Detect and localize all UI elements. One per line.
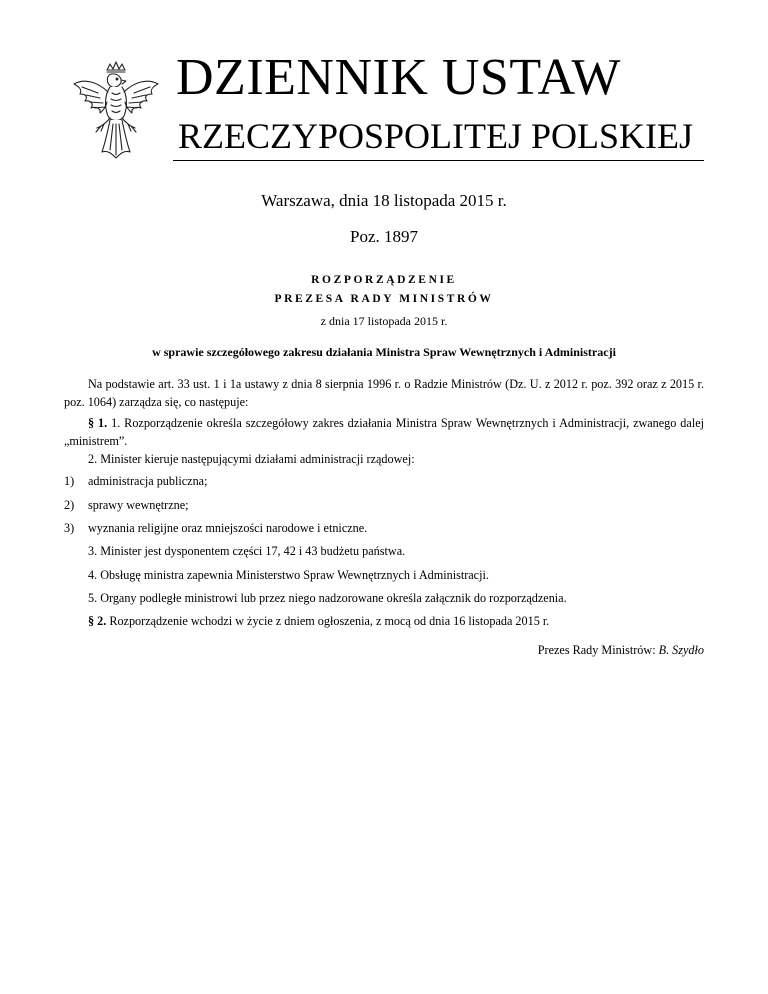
publication-date: Warszawa, dnia 18 listopada 2015 r. [261, 191, 507, 210]
act-date: z dnia 17 listopada 2015 r. [320, 314, 448, 328]
masthead-divider [173, 160, 704, 161]
section-1-paragraph-5: 5. Organy podległe ministrowi lub przez niego nadzorowane określa załącznik do rozporządzenia. [88, 591, 567, 605]
list-item-number: 1) [64, 474, 75, 488]
gazette-subtitle: RZECZYPOSPOLITEJ POLSKIEJ [178, 116, 694, 156]
section-1-mark: § 1. [88, 416, 108, 430]
list-item-text: wyznania religijne oraz mniejszości narodowe i etniczne. [88, 521, 368, 535]
section-1-paragraph-2: 2. Minister kieruje następującymi działami administracji rządowej: [88, 452, 415, 466]
act-subject: w sprawie szczegółowego zakresu działania Ministra Spraw Wewnętrznych i Administracji [152, 345, 616, 359]
section-1-paragraph-1-text: 1. Rozporządzenie określa szczegółowy zakres działania Ministra Spraw Wewnętrznych i Administracji, zwanego dalej „ministrem”. [64, 416, 704, 448]
signature-role: Prezes Rady Ministrów: [537, 643, 656, 657]
list-item-number: 3) [64, 521, 75, 535]
act-type: ROZPORZĄDZENIE [311, 274, 457, 286]
position-number: Poz. 1897 [350, 227, 418, 246]
section-2-text: Rozporządzenie wchodzi w życie z dniem ogłoszenia, z mocą od dnia 16 listopada 2015 r. [109, 614, 550, 628]
section-2 [88, 612, 549, 630]
signature-name: B. Szydło [658, 643, 704, 657]
gazette-title: DZIENNIK USTAW [176, 49, 621, 106]
white-eagle-emblem-icon [66, 60, 166, 160]
section-1-paragraph-1 [64, 414, 704, 450]
section-1-paragraph-3: 3. Minister jest dysponentem części 17, 42 i 43 budżetu państwa. [88, 544, 406, 558]
list-item-number: 2) [64, 498, 75, 512]
act-issuer: PREZESA RADY MINISTRÓW [274, 293, 494, 305]
section-2-mark: § 2. [88, 614, 107, 628]
list-item-text: sprawy wewnętrzne; [88, 498, 189, 512]
signature-block [538, 641, 704, 659]
preamble: Na podstawie art. 33 ust. 1 i 1a ustawy z dnia 8 sierpnia 1996 r. o Radzie Ministrów (Dz. U. z 2012 r. poz. 392 oraz z 2015 r. poz. 1064) zarządza się, co następuje: [64, 377, 704, 409]
list-item-text: administracja publiczna; [88, 474, 208, 488]
section-1-paragraph-4: 4. Obsługę ministra zapewnia Ministerstwo Spraw Wewnętrznych i Administracji. [88, 568, 489, 582]
